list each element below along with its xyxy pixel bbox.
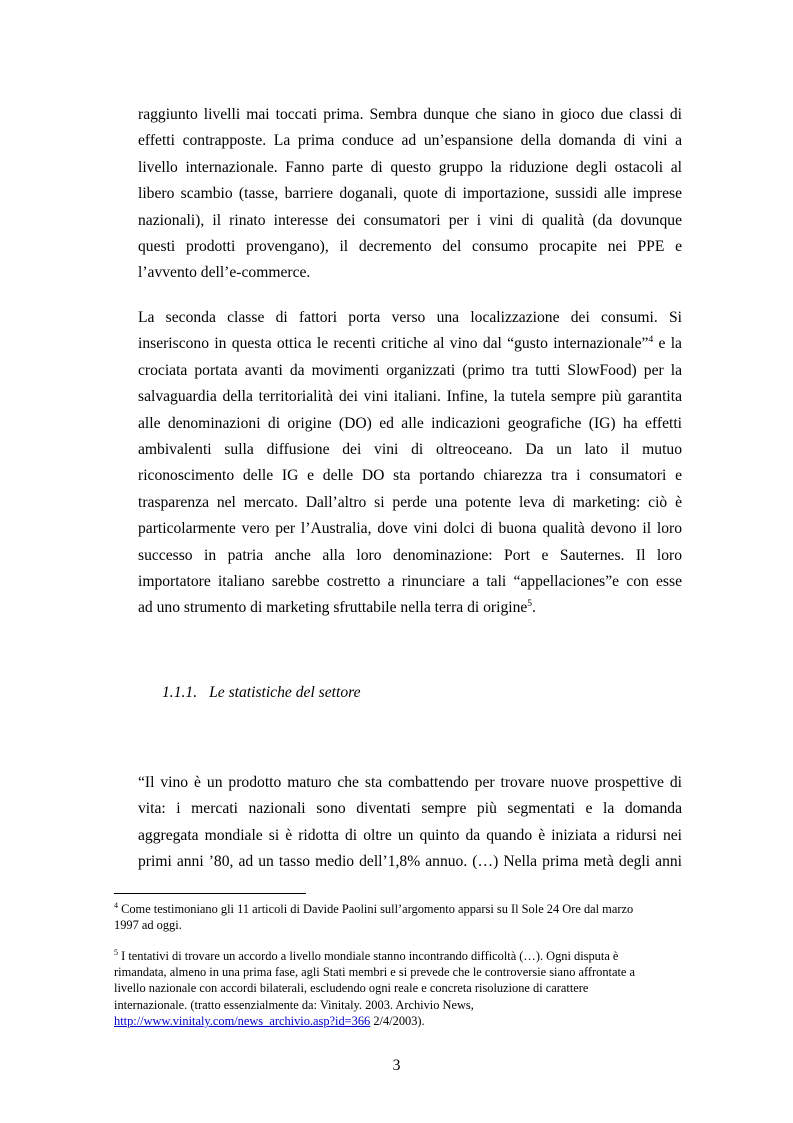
footnote-mark: 5 bbox=[114, 947, 118, 957]
footnote-divider bbox=[114, 893, 306, 894]
text-segment: e la bbox=[653, 335, 682, 353]
section-heading bbox=[162, 684, 361, 702]
text-line: raggiunto livelli mai toccati prima. Sembra dunque che siano in gioco due classi di bbox=[138, 106, 682, 123]
text-line: nazionali), il rinato interesse dei consumatori per i vini di qualità (da dovunque bbox=[138, 211, 682, 229]
text-line: trasparenza nel mercato. Dall’altro si perde una potente leva di marketing: ciò è bbox=[138, 493, 682, 511]
text-line: rimandata, almeno in una prima fase, agli Stati membri e si prevede che le controversie siano affrontate a bbox=[114, 965, 636, 980]
text-line: riconoscimento delle IG e delle DO sta portando chiarezza tra i consumatori e bbox=[138, 467, 682, 485]
footnote-mark: 4 bbox=[114, 900, 118, 910]
text-line: La seconda classe di fattori porta verso una localizzazione dei consumi. Si bbox=[138, 309, 682, 326]
footnote-5 bbox=[114, 948, 680, 1029]
text-line: ambivalenti sulla diffusione dei vini di oltreoceano. Da un lato il mutuo bbox=[138, 441, 682, 459]
paragraph-2 bbox=[138, 305, 682, 622]
text-line: aggregata mondiale si è ridotta di oltre un quinto da quando è iniziata a ridursi nei bbox=[138, 826, 682, 844]
text-line: livello nazionale con accordi bilaterali, escludendo ogni reale e concreta risoluzione di carattere bbox=[114, 981, 589, 996]
footnote-ref-5[interactable]: 5 bbox=[527, 599, 533, 610]
text-line bbox=[114, 1013, 680, 1029]
text-line: livello internazionale. Fanno parte di questo gruppo la riduzione degli ostacoli al bbox=[138, 158, 682, 176]
text-segment: ad uno strumento di marketing sfruttabile nella terra di origine bbox=[138, 599, 528, 617]
footnote-4 bbox=[114, 901, 680, 933]
text-segment: 2/4/2003). bbox=[370, 1013, 425, 1028]
text-line: vita: i mercati nazionali sono diventati sempre più segmentati e la domanda bbox=[138, 800, 682, 818]
text-line: salvaguardia della territorialità dei vini italiani. Infine, la tutela sempre più garantita bbox=[138, 388, 682, 406]
text-line: particolarmente vero per l’Australia, dove vini dolci di buona qualità devono il loro bbox=[138, 520, 682, 538]
text-line: questi prodotti provengano), il decremento del consumo procapite nei PPE e bbox=[138, 238, 682, 256]
text-line: effetti contrapposte. La prima conduce ad un’espansione della domanda di vini a bbox=[138, 132, 682, 150]
text-segment: . bbox=[532, 599, 536, 617]
text-line: l’avvento dell’e-commerce. bbox=[138, 264, 311, 282]
paragraph-1 bbox=[138, 102, 682, 287]
text-line bbox=[114, 901, 680, 917]
text-line: alle denominazioni di origine (DO) ed alle indicazioni geografiche (IG) ha effetti bbox=[138, 414, 682, 432]
text-line: crociata portata avanti da movimenti organizzati (primo tra tutti SlowFood) per la bbox=[138, 361, 682, 379]
text-line: 1997 ad oggi. bbox=[114, 918, 182, 933]
text-segment: I tentativi di trovare un accordo a livello mondiale stanno incontrando difficoltà (…). Ogni disputa è bbox=[118, 949, 619, 963]
text-line bbox=[138, 595, 682, 621]
section-number: 1.1.1. bbox=[162, 684, 198, 701]
text-line bbox=[138, 331, 682, 357]
text-line: primi anni ’80, ad un tasso medio dell’1,8% annuo. (…) Nella prima metà degli anni bbox=[138, 853, 682, 871]
text-line: “Il vino è un prodotto maturo che sta combattendo per trovare nuove prospettive di bbox=[138, 774, 682, 791]
text-segment: Come testimoniano gli 11 articoli di Davide Paolini sull’argomento apparsi su Il Sole 24 Ore dal marzo bbox=[118, 902, 634, 916]
text-line bbox=[114, 948, 680, 964]
paragraph-3 bbox=[138, 770, 682, 876]
vinitaly-archive-link[interactable]: http://www.vinitaly.com/news_archivio.asp?id=366 bbox=[114, 1013, 371, 1028]
page-number: 3 bbox=[392, 1057, 401, 1074]
text-line: successo in patria anche alla loro denominazione: Port e Sauternes. Il loro bbox=[138, 546, 682, 564]
footnote-ref-4[interactable]: 4 bbox=[648, 335, 654, 346]
text-segment: inseriscono in questa ottica le recenti critiche al vino dal “gusto internazionale” bbox=[138, 335, 649, 353]
text-line: importatore italiano sarebbe costretto a rinunciare a tali “appellaciones”e con esse bbox=[138, 573, 682, 591]
text-line: libero scambio (tasse, barriere doganali, quote di importazione, sussidi alle imprese bbox=[138, 185, 682, 203]
section-title: Le statistiche del settore bbox=[209, 684, 361, 701]
text-line: internazionale. (tratto essenzialmente da: Vinitaly. 2003. Archivio News, bbox=[114, 997, 474, 1012]
